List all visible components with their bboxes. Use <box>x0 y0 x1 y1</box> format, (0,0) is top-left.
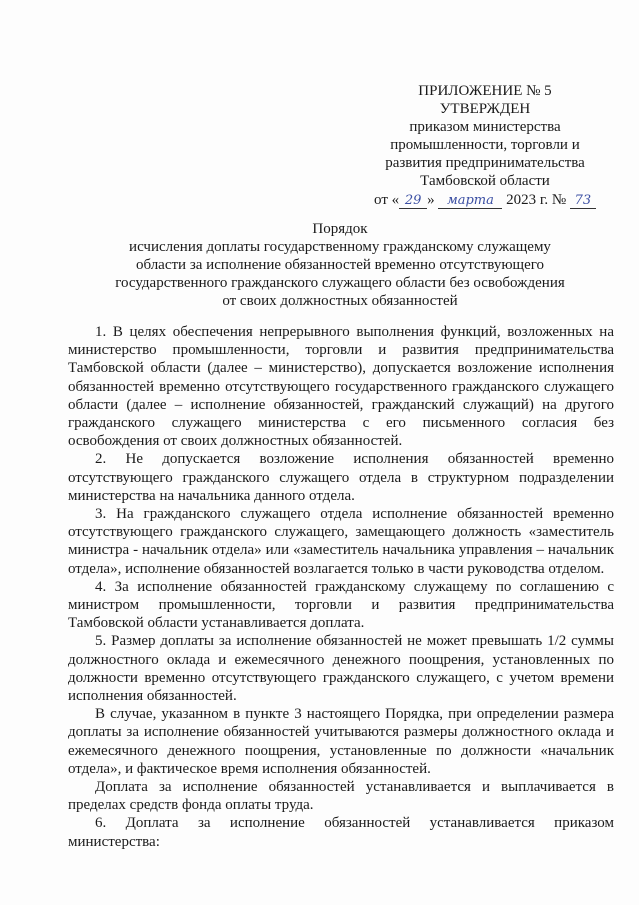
order-line: Тамбовской области <box>420 173 550 189</box>
handwritten-month: марта <box>438 194 502 209</box>
paragraph: 6. Доплата за исполнение обязанностей устанавливается приказом министерства: <box>68 815 614 850</box>
date-prefix: от « <box>374 192 400 208</box>
date-year: 2023 г. № <box>506 192 567 208</box>
title-word: Порядок <box>312 221 368 237</box>
title-line: исчисления доплаты государственному гражданскому служащему <box>129 239 551 255</box>
paragraph: 3. На гражданского служащего отдела исполнение обязанностей временно отсутствующего гражданского служащего, замещающего должность «заместитель министра - начальник отдела» или «заместитель начальника управления – начальник отдела», исполнение обязанностей возлагается только в части руководства отделом. <box>68 506 614 577</box>
date-mid: » <box>427 192 435 208</box>
paragraph: В случае, указанном в пункте 3 настоящего Порядка, при определении размера доплаты за исполнение обязанностей учитываются размеры должностного оклада и ежемесячного денежного поощрения, установленные по должности «начальник отдела», и фактическое время исполнения обязанностей. <box>68 706 614 777</box>
paragraph: Доплата за исполнение обязанностей устанавливается и выплачивается в пределах средств фонда оплаты труда. <box>68 779 614 814</box>
paragraph: 5. Размер доплаты за исполнение обязанностей не может превышать 1/2 суммы должностного оклада и ежемесячного денежного поощрения, установленных по должности временно отсутствующего гражданского служащего, с учетом времени исполнения обязанностей. <box>68 633 614 705</box>
handwritten-day: 29 <box>399 194 427 209</box>
approval-stamp-block <box>350 82 620 209</box>
appendix-number: ПРИЛОЖЕНИЕ № 5 <box>418 83 552 99</box>
paragraph: 2. Не допускается возложение исполнения обязанностей временно отсутствующего гражданского служащего отдела в структурном подразделении министерства на начальника данного отдела. <box>68 451 614 504</box>
order-date-line <box>350 191 620 209</box>
title-line: от своих должностных обязанностей <box>222 293 458 309</box>
title-line: области за исполнение обязанностей временно отсутствующего <box>135 257 545 273</box>
order-line: промышленности, торговли и <box>390 137 580 153</box>
order-line: приказом министерства <box>409 119 561 135</box>
title-line: государственного гражданского служащего области без освобождения <box>115 275 565 291</box>
paragraph: 4. За исполнение обязанностей гражданскому служащему по соглашению с министром промышленности, торговли и развития предпринимательства Тамбовской области устанавливается доплата. <box>68 578 614 632</box>
order-line: развития предпринимательства <box>385 155 585 171</box>
handwritten-order-number: 73 <box>570 194 596 209</box>
approved-label: УТВЕРЖДЕН <box>439 101 531 117</box>
paragraph: 1. В целях обеспечения непрерывного выполнения функций, возложенных на министерство промышленности, торговли и развития предпринимательства Тамбовской области (далее – министерство), допускается возложение исполнения обязанностей временно отсутствующего государственного гражданского служащего области (далее – исполнение обязанностей, гражданский служащий) на другого гражданского служащего министерства с его письменного согласия без освобождения от своих должностных обязанностей. <box>68 324 614 450</box>
document-body <box>68 323 614 851</box>
document-title <box>90 220 590 310</box>
